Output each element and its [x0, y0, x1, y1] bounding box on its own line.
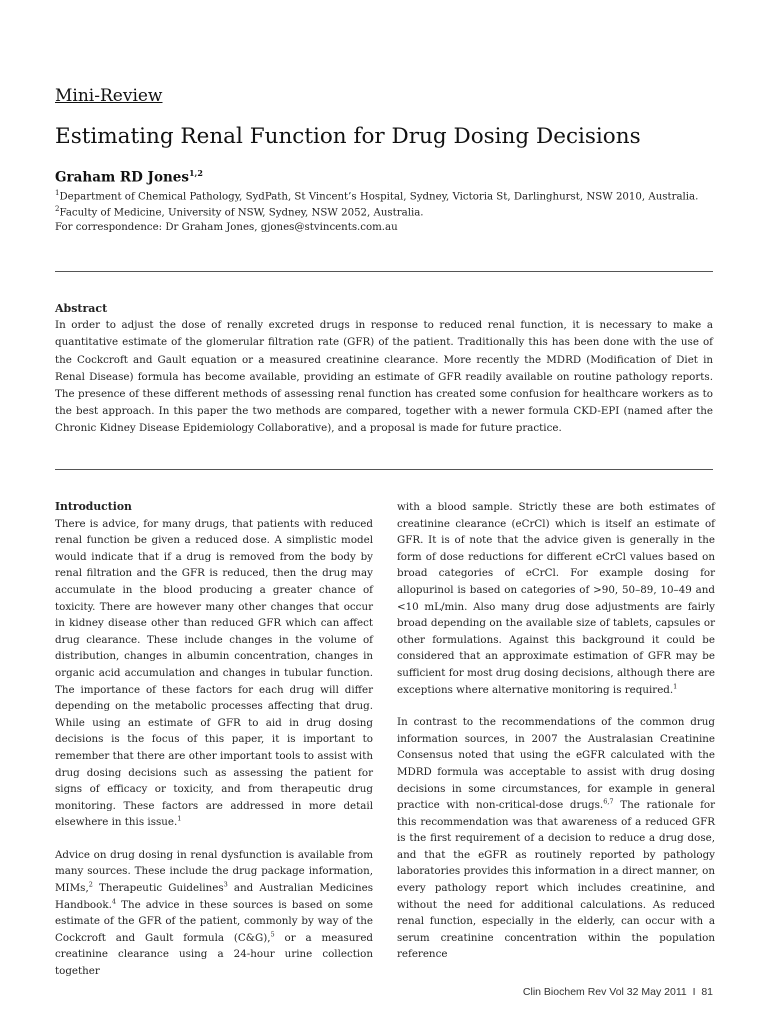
right-paragraph-2 [397, 714, 715, 963]
ref-mark: 5 [270, 930, 275, 939]
ref-mark: 1 [177, 814, 182, 823]
affiliation-1 [55, 189, 698, 202]
author [55, 168, 203, 186]
abstract [55, 300, 713, 438]
abstract-heading: Abstract [55, 302, 108, 315]
text-span: The advice in these sources is based on some estimate of the GFR of the patient, commonly by way of the Cockcroft and Gault formula (C&G), [55, 898, 373, 944]
header-divider [55, 271, 713, 272]
ref-mark: 2 [88, 880, 93, 889]
text-span: The rationale for this recommendation was that awareness of a reduced GFR is the first requirement of a decision to reduce a drug dose, and that the eGFR as routinely reported by pathology laboratories provides this information in a direct manner, on every pathology report which includes creatinine, and without the need for additional calculations. As reduced renal function, especially in the elderly, can occur with a serum creatinine concentration within the population reference [397, 799, 715, 961]
intro-paragraph-1 [55, 499, 373, 831]
article-title: Estimating Renal Function for Drug Dosing Decisions [55, 124, 641, 149]
ref-mark: 3 [223, 880, 228, 889]
text-span: and Australian Medicines Handbook. [55, 882, 373, 911]
body-column-right [397, 499, 715, 979]
intro-paragraph-2 [55, 847, 373, 980]
intro-heading: Introduction [55, 500, 132, 513]
text-span: or a measured creatinine clearance using a 24-hour urine collection together [55, 931, 374, 978]
affiliation-2-mark: 2 [55, 205, 60, 213]
ref-mark: 4 [111, 897, 116, 906]
author-name: Graham RD Jones [55, 169, 189, 186]
body-column-left [55, 499, 373, 996]
right-paragraph-1 [397, 499, 715, 698]
page-footer-citation: Clin Biochem Rev Vol 32 May 2011 I 81 [522, 986, 713, 998]
affiliation-1-text: Department of Chemical Pathology, SydPath, St Vincent’s Hospital, Sydney, Victoria St, Darlinghurst, NSW 2010, Australia. [59, 191, 699, 203]
abstract-text: In order to adjust the dose of renally excreted drugs in response to reduced renal function, it is necessary to make a quantitative estimate of the glomerular filtration rate (GFR) of the patient. Traditionally this has been done with the use of the Cockcroft and Gault equation or a measured creatinine clearance. More recently the MDRD (Modification of Diet in Renal Disease) formula has become available, providing an estimate of GFR readily available on routine pathology reports. The presence of these different methods of assessing renal function has created some confusion for healthcare workers as to the best approach. In this paper the two methods are compared, together with a newer formula CKD-EPI (named after the Chronic Kidney Disease Epidemiology Collaborative), and a proposal is made for future practice. [55, 319, 713, 435]
section-label: Mini-Review [55, 86, 163, 106]
affiliation-1-mark: 1 [55, 189, 60, 197]
text-span: Advice on drug dosing in renal dysfunction is available from many sources. These include the drug package information, MIMs, [55, 848, 373, 895]
text-span: with a blood sample. Strictly these are both estimates of creatinine clearance (eCrCl) which is itself an estimate of GFR. It is of note that the advice given is generally in the form of dose reductions for different eCrCl values based on broad categories of eCrCl. For example dosing for allopurinol is based on categories of >90, 50–89, 10–49 and <10 mL/min. Also many drug dose adjustments are fairly broad depending on the available size of tablets, capsules or other formulations. Against this background it could be considered that an approximate estimation of GFR may be sufficient for most drug dosing decisions, although there are exceptions where alternative monitoring is required. [397, 501, 715, 696]
text-span: In contrast to the recommendations of the common drug information sources, in 2007 the Australasian Creatinine Consensus noted that using the eGFR calculated with the MDRD formula was acceptable to assist with drug dosing decisions in some circumstances, for example in general practice with non-critical-dose drugs. [397, 716, 715, 812]
affiliation-2-text: Faculty of Medicine, University of NSW, Sydney, NSW 2052, Australia. [59, 207, 424, 219]
ref-mark: 1 [673, 682, 678, 691]
author-affiliation-marks: 1,2 [188, 168, 203, 178]
correspondence: For correspondence: Dr Graham Jones, gjones@stvincents.com.au [55, 222, 398, 233]
intro-paragraph-1-text: There is advice, for many drugs, that patients with reduced renal function be given a reduced dose. A simplistic model would indicate that if a drug is removed from the body by renal filtration and the GFR is reduced, then the drug may accumulate in the blood producing a greater chance of toxicity. There are however many other changes that occur in kidney disease other than reduced GFR which can affect drug clearance. These include changes in the volume of distribution, changes in albumin concentration, changes in organic acid accumulation and changes in tubular function. The importance of these factors for each drug will differ depending on the metabolic processes affecting that drug. While using an estimate of GFR to aid in drug dosing decisions is the focus of this paper, it is important to remember that there are other important tools to assist with drug dosing decisions such as assessing the patient for signs of efficacy or toxicity, and from therapeutic drug monitoring. These factors are addressed in more detail elsewhere in this issue. [55, 517, 373, 829]
abstract-divider [55, 469, 713, 470]
ref-mark: 6,7 [603, 797, 614, 806]
affiliation-2 [55, 205, 424, 218]
text-span: Therapeutic Guidelines [92, 882, 224, 895]
